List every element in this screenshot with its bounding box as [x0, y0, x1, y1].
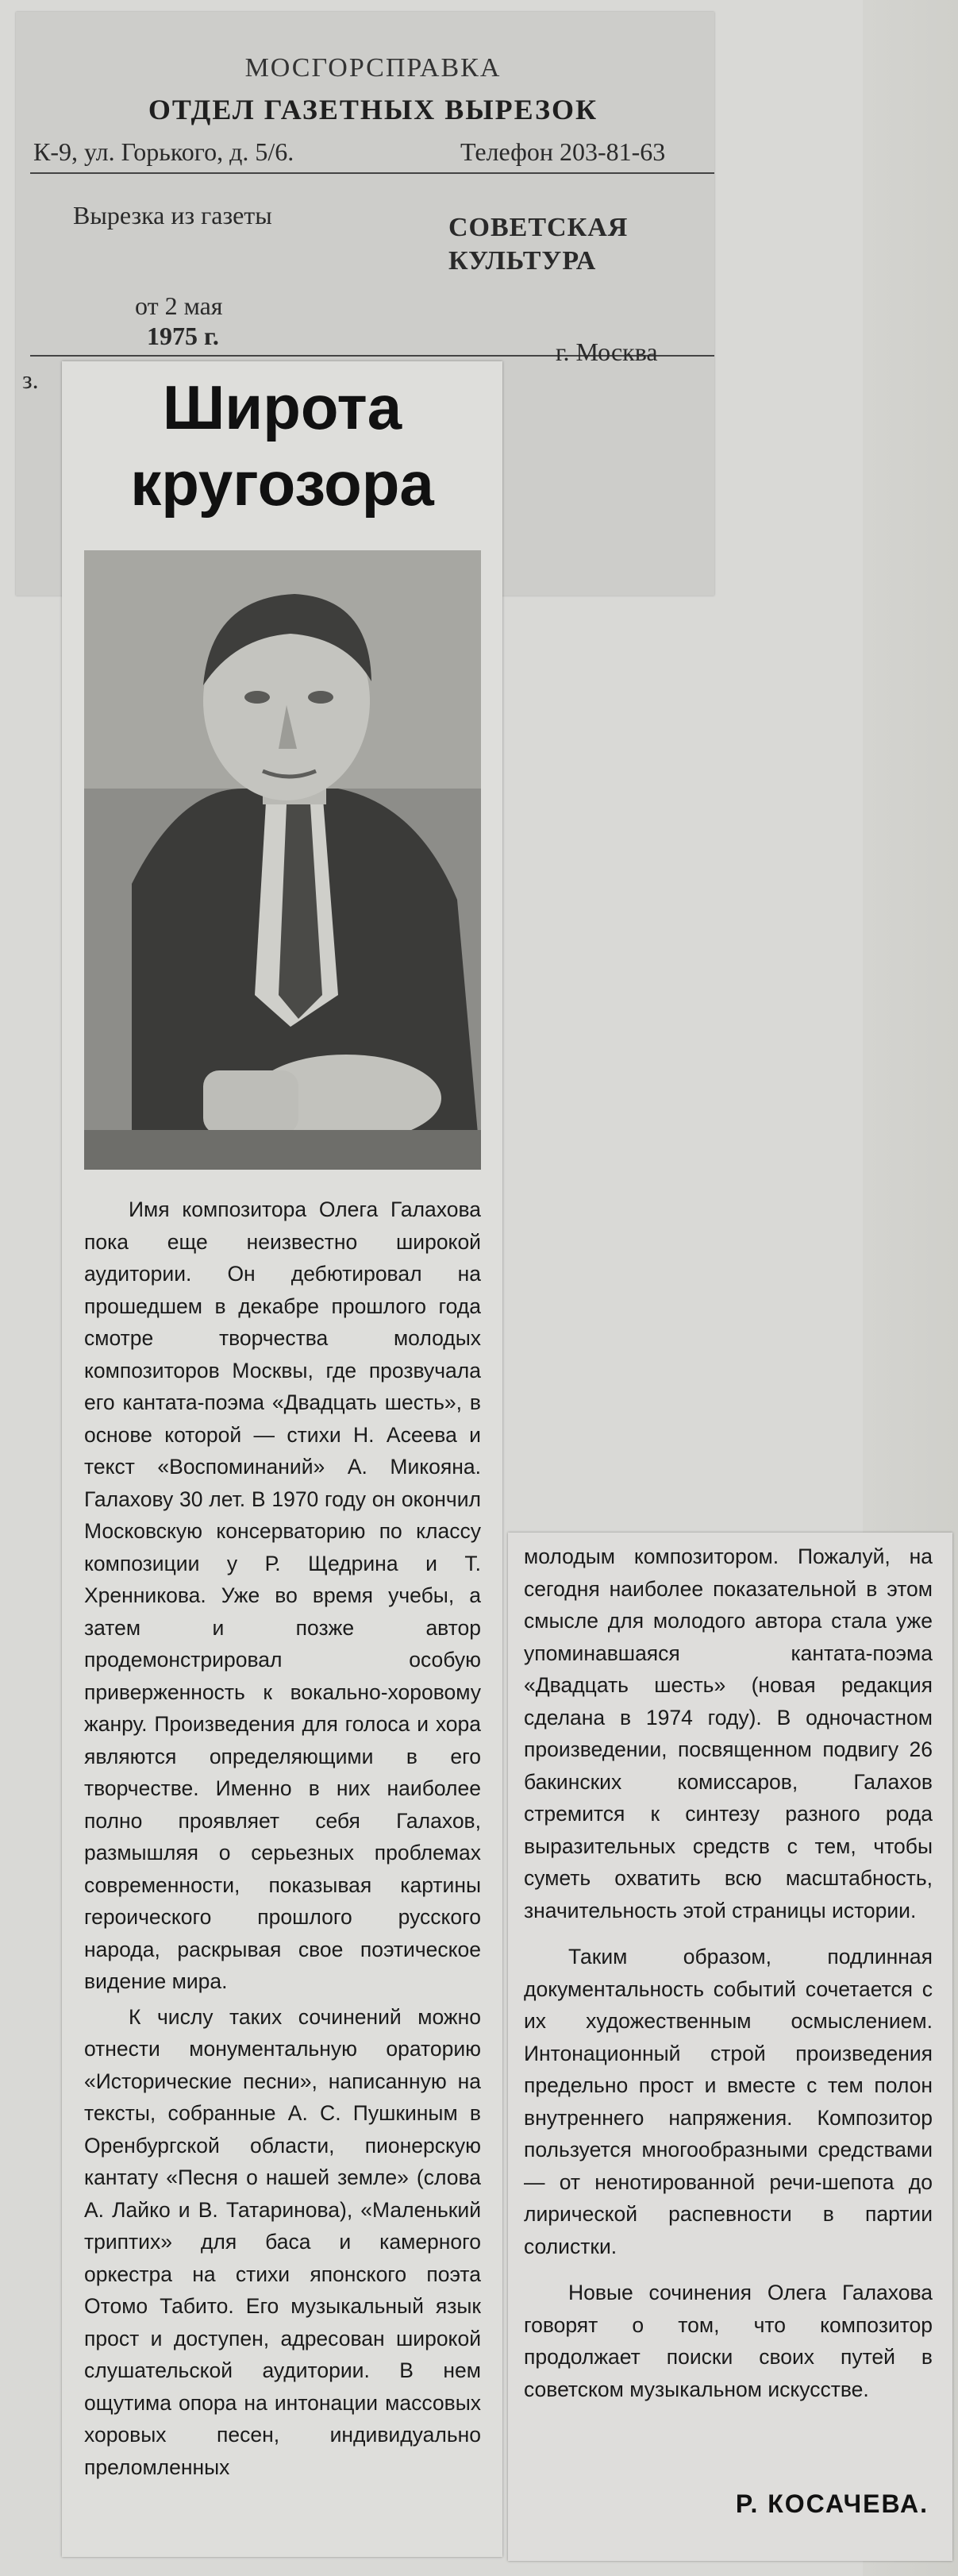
address: К-9, ул. Горького, д. 5/6.: [33, 137, 294, 166]
date-line2: 1975 г.: [147, 322, 219, 350]
paragraph: Имя композитора Олега Галахова пока еще неизвестно широкой аудитории. Он дебютировал на прошедшем в декабре прошлого года смотре творчества молодых композиторов Москвы, где прозвучала его кантата-поэма «Двадцать шесть», в основе которой — стихи Н. Асеева и текст «Воспоминаний» А. Микояна. Галахову 30 лет. В 1970 году он окончил Московскую консерваторию по классу композиции у Р. Щедрина и Т. Хренникова. Уже во время учебы, а затем и позже автор продемонстрировал особую приверженность к вокально-хоровому жанру. Произведения для голоса и хора являются определяющими в его творчестве. Именно в них наиболее полно проявляет себя Галахов, размышляя о серьезных проблемах современности, показывая картины героического прошлого русского народа, раскрывая свое поэтическое видение мира.: [84, 1197, 481, 1993]
header-rule: [30, 172, 714, 174]
portrait-illustration: [84, 550, 481, 1170]
city: г. Москва: [556, 337, 658, 366]
column-2-text: [524, 1541, 933, 2405]
headline-line2: кругозора: [130, 449, 434, 519]
order-mark: з.: [22, 365, 39, 394]
paragraph: Новые сочинения Олега Галахова говорят о том, что композитор продолжает поиски своих путей в советском музыкальном искусстве.: [524, 2281, 933, 2401]
paragraph: Таким образом, подлинная документальность событий сочетается с их художественным осмыслением. Интонационный строй произведения предельно прост и вместе с тем полон внутреннего напряжения. Композитор пользуется многообразными средствами — от ненотированной речи-шепота до лирической распевности в партии солистки.: [524, 1945, 933, 2258]
article-headline: [62, 369, 502, 522]
column-1-text: [84, 1194, 481, 2483]
clipping-label: Вырезка из газеты: [73, 201, 272, 229]
paragraph: К числу таких сочинений можно отнести монументальную ораторию «Исторические песни», написанную на тексты, собранные А. С. Пушкиным в Оренбургской области, пионерскую кантату «Песня о нашей земле» (слова А. Лайко и В. Татаринова), «Маленький триптих» для баса и камерного оркестра на стихи японского поэта Отомо Табито. Его музыкальный язык прост и доступен, адресован широкой слушательской аудитории. В нем ощутима опора на интонации массовых хоровых песен, индивидуально преломленных: [84, 2004, 481, 2479]
date-line1: от 2 мая: [135, 291, 223, 320]
newspaper-name-line2: КУЛЬТУРА: [448, 246, 597, 276]
department-name: ОТДЕЛ ГАЗЕТНЫХ ВЫРЕЗОК: [148, 94, 598, 125]
article-column-1: [62, 361, 502, 2557]
phone-number: Телефон 203-81-63: [460, 137, 666, 166]
headline-line1: Широта: [162, 372, 402, 442]
newspaper-name-line1: СОВЕТСКАЯ: [448, 213, 629, 242]
agency-name: МОСГОРСПРАВКА: [244, 53, 502, 83]
article-column-2: [508, 1533, 952, 2561]
composer-photo: [84, 550, 481, 1170]
paragraph: молодым композитором. Пожалуй, на сегодня наиболее показательной в этом смысле для молодого автора стала уже упоминавшаяся кантата-поэма «Двадцать шесть» (новая редакция сделана в 1974 году). В одночастном произведении, посвященном подвигу 26 бакинских комиссаров, Галахов стремится к синтезу разного рода выразительных средств с тем, чтобы суметь охватить всю масштабность, значительность этой страницы истории.: [524, 1544, 933, 1922]
author-signature: Р. КОСАЧЕВА.: [735, 2489, 929, 2518]
